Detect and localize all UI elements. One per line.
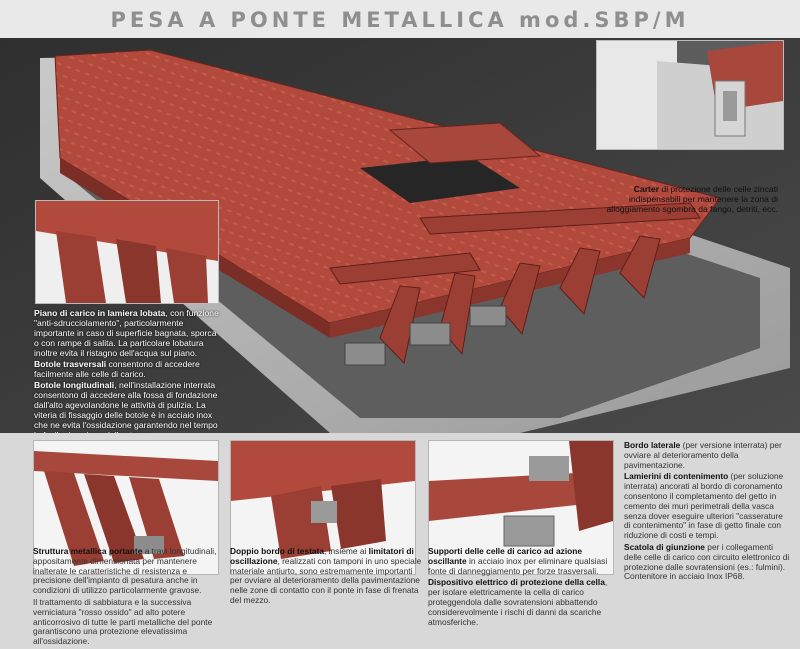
caption-struttura: Struttura metallica portante a travi longitudinali, appositamente dimensionata per mantenere inalterate le caratteristiche di resistenza e precisione dell'impianto di pesatura anche in condizioni di utilizzo particolarmente gravose. [33, 546, 217, 596]
caption-piano: Piano di carico in lamiera lobata, con funzione "anti-sdrucciolamento", particolarmente importante in caso di superficie bagnata, sporca o con rampe di salita. La particolare lobatura inoltre evita il ristagno dell'acqua sul piano. [34, 308, 219, 358]
carter-image [597, 41, 783, 149]
header [0, 0, 800, 38]
caption-block-left [34, 308, 222, 441]
caption-dispositivo: Dispositivo elettrico di protezione della cella, per isolare elettricamente la cella di carico proteggendola dalle sovratensioni abbattendo considerevolmente i rischi di danni da scariche atmosferiche. [428, 577, 608, 627]
caption-supporti: Supporti delle celle di carico ad azione oscillante in acciaio inox per eliminare qualsiasi fonte di danneggiamento per forze trasversali. [428, 546, 608, 576]
caption-block-supporti [428, 547, 620, 629]
caption-botole-trasversali: Botole trasversali consentono di accedere facilmente alle celle di carico. [34, 359, 200, 379]
inset-piano [35, 200, 219, 304]
caption-carter: Carter di protezione delle celle zincati indispensabili per mantenere la zona di alloggiamento sgombra da fango, detriti, ecc. [606, 184, 778, 214]
caption-lamierini: Lamierini di contenimento (per soluzione interrata) ancorati al bordo di coronamento consentono il completamento del getto in cemento dei muri perimetrali della vasca senza dover eseguire ulteriori "casserature di contenimento" in fase di getto finale con riduzione di costi e tempi. [624, 471, 784, 541]
caption-block-right [624, 441, 790, 584]
detail-section [0, 433, 800, 645]
inset-carter [596, 40, 784, 150]
caption-scatola: Scatola di giunzione per i collegamenti delle celle di carico con circuito elettronico di protezione dalle sovratensioni (es.: fulmini). Contenitore in acciaio Inox IP68. [624, 541, 790, 582]
caption-block-doppio-bordo [230, 547, 422, 608]
caption-sabbiatura: Il trattamento di sabbiatura e la successiva verniciatura "rosso ossido" ad alto potere anticorrosivo di tutte le parti metalliche del ponte garantiscono una protezione elevatissima all'ossidazione. [33, 596, 213, 647]
caption-botole-longitudinali: Botole longitudinali, nell'installazione interrata consentono di accedere alla fossa di fondazione dall'alto agevolandone le attività di pulizia. La viteria di fissaggio delle botole è in acciaio inox che ne evita l'ossidazione garantendo nel tempo [34, 380, 218, 430]
piano-image [36, 201, 218, 303]
caption-doppio-bordo: Doppio bordo di testata, insieme ai limitatori di oscillazione, realizzati con tamponi in uno speciale materiale antiurto, sono estremamente importanti per ovviare al deterioramento della pavimentazione nelle zone di contatto con il ponte in fase di frenata del mezzo. [230, 546, 422, 605]
page-title: PESA A PONTE METALLICA mod.SBP/M [110, 8, 690, 32]
caption-bordo-laterale: Bordo laterale (per versione interrata) per ovviare al deterioramento della pavimentazione. [624, 440, 782, 470]
hero-illustration [0, 38, 800, 433]
caption-block-struttura [33, 547, 223, 649]
